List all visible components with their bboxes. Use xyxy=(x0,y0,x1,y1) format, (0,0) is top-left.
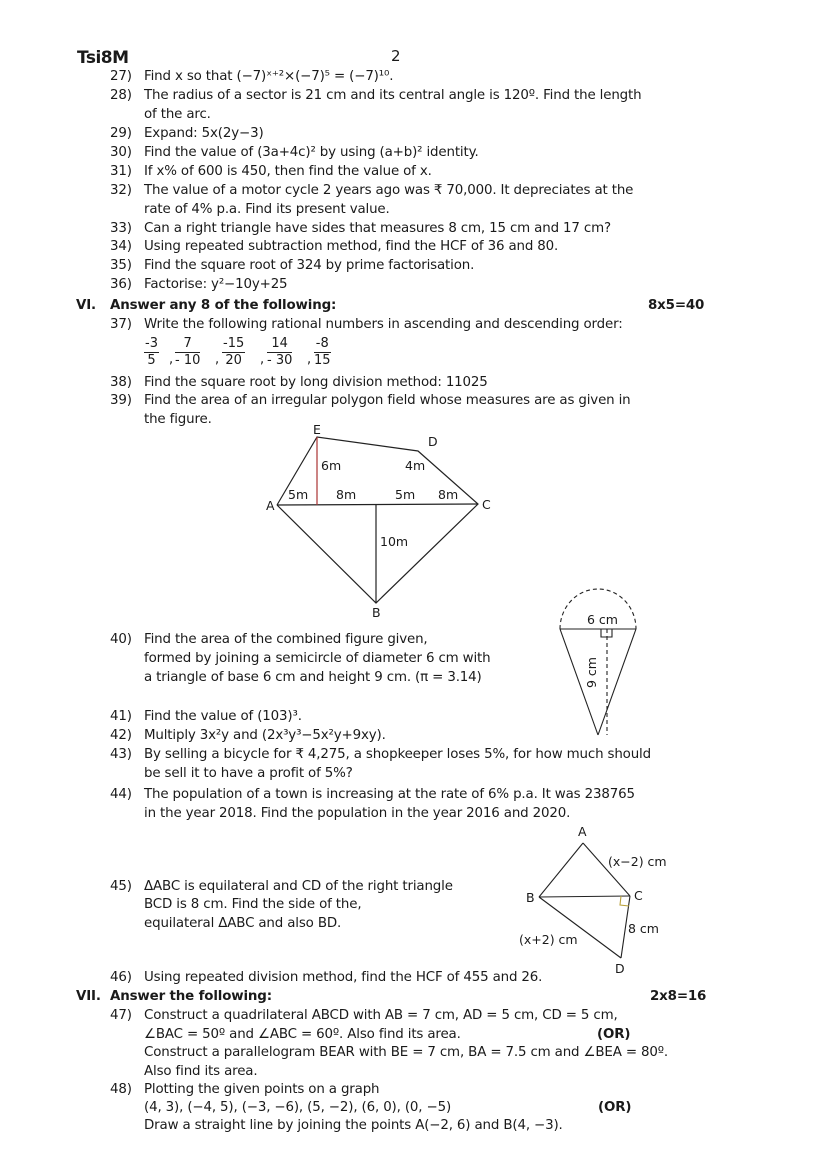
base-label: 6 cm xyxy=(587,612,618,627)
question-text: The radius of a sector is 21 cm and its central angle is 120º. Find the length xyxy=(144,88,642,103)
paper-code: Tsi8M xyxy=(77,48,129,68)
label-8m: 8m xyxy=(336,487,357,502)
comma: , xyxy=(307,352,312,367)
question-number: 48) xyxy=(110,1082,132,1097)
question-number: 47) xyxy=(110,1008,132,1023)
question-text: Plotting the given points on a graph xyxy=(144,1082,380,1097)
question-text: Find x so that (−7)ˣ⁺²×(−7)⁵ = (−7)¹⁰. xyxy=(144,69,394,84)
section-title: Answer the following: xyxy=(110,989,272,1004)
right-angle-mark xyxy=(620,896,629,906)
question-text: be sell it to have a profit of 5%? xyxy=(144,766,353,781)
numerator: -15 xyxy=(223,336,245,351)
question-number: 44) xyxy=(110,787,132,802)
question-text: in the year 2018. Find the population in the year 2016 and 2020. xyxy=(144,806,571,821)
question-number: 37) xyxy=(110,317,132,332)
question-number: 28) xyxy=(110,88,132,103)
question-text: equilateral ΔABC and also BD. xyxy=(144,916,342,931)
point-b: B xyxy=(372,605,381,620)
question-text: Multiply 3x²y and (2x³y³−5x²y+9xy). xyxy=(144,728,386,743)
question-text: Construct a parallelogram BEAR with BE = 7 cm, BA = 7.5 cm and ∠BEA = 80º. xyxy=(144,1045,669,1060)
height-label: 9 cm xyxy=(584,657,599,688)
label-cd: 8 cm xyxy=(628,921,659,936)
denominator: 20 xyxy=(225,353,242,368)
numerator: 7 xyxy=(175,336,200,353)
question-text: ΔABC is equilateral and CD of the right triangle xyxy=(144,879,453,894)
question-text: Using repeated division method, find the HCF of 455 and 26. xyxy=(144,970,543,985)
point-d: D xyxy=(615,961,625,976)
question-number: 33) xyxy=(110,221,132,236)
polygon-outline xyxy=(277,437,478,603)
question-number: 31) xyxy=(110,164,132,179)
question-number: 39) xyxy=(110,393,132,408)
question-text: Construct a quadrilateral ABCD with AB = 7 cm, AD = 5 cm, CD = 5 cm, xyxy=(144,1008,618,1023)
question-text: the figure. xyxy=(144,412,212,427)
question-text: The value of a motor cycle 2 years ago was ₹ 70,000. It depreciates at the xyxy=(144,183,634,198)
question-text: Factorise: y²−10y+25 xyxy=(144,277,288,292)
point-c: C xyxy=(482,497,491,512)
section-marks: 2x8=16 xyxy=(650,989,707,1004)
question-text: (4, 3), (−4, 5), (−3, −6), (5, −2), (6, 0), (0, −5) xyxy=(144,1100,452,1115)
question-text: Find the value of (3a+4c)² by using (a+b)² identity. xyxy=(144,145,479,160)
question-text: of the arc. xyxy=(144,107,211,122)
question-text: Find the area of an irregular polygon field whose measures are as given in xyxy=(144,393,631,408)
question-number: 27) xyxy=(110,69,132,84)
question-number: 34) xyxy=(110,239,132,254)
question-text: Expand: 5x(2y−3) xyxy=(144,126,264,141)
label-bd: (x+2) cm xyxy=(519,932,578,947)
question-text: Find the square root of 324 by prime factorisation. xyxy=(144,258,475,273)
section-title: Answer any 8 of the following: xyxy=(110,298,337,313)
point-b: B xyxy=(526,890,535,905)
point-e: E xyxy=(313,422,321,437)
question-number: 35) xyxy=(110,258,132,273)
point-a: A xyxy=(266,498,275,513)
question-text: If x% of 600 is 450, then find the value of x. xyxy=(144,164,432,179)
label-10m: 10m xyxy=(380,534,409,549)
question-text: Draw a straight line by joining the points A(−2, 6) and B(4, −3). xyxy=(144,1118,563,1133)
question-number: 32) xyxy=(110,183,132,198)
label-5m: 5m xyxy=(288,487,309,502)
point-d: D xyxy=(428,434,438,449)
triangle-side xyxy=(598,629,636,735)
diagonal-ac xyxy=(277,504,478,505)
point-a: A xyxy=(578,824,587,839)
question-text: rate of 4% p.a. Find its present value. xyxy=(144,202,390,217)
label-4m: 4m xyxy=(405,458,426,473)
question-text: Also find its area. xyxy=(144,1064,258,1079)
question-number: 45) xyxy=(110,879,132,894)
numerator: -3 xyxy=(145,336,158,351)
denominator: - 30 xyxy=(267,353,293,368)
label-5m: 5m xyxy=(395,487,416,502)
question-text: formed by joining a semicircle of diameter 6 cm with xyxy=(144,651,491,666)
question-number: 41) xyxy=(110,709,132,724)
numerator: 14 xyxy=(267,336,292,353)
question-number: 42) xyxy=(110,728,132,743)
section-roman: VI. xyxy=(76,298,96,313)
question-text: Find the square root by long division method: 11025 xyxy=(144,375,488,390)
label-ac: (x−2) cm xyxy=(608,854,667,869)
question-text: BCD is 8 cm. Find the side of the, xyxy=(144,897,362,912)
question-number: 38) xyxy=(110,375,132,390)
question-number: 43) xyxy=(110,747,132,762)
section-roman: VII. xyxy=(76,989,101,1004)
question-number: 46) xyxy=(110,970,132,985)
numerator: -8 xyxy=(315,336,329,351)
question-number: 40) xyxy=(110,632,132,647)
polygon-labels xyxy=(266,422,491,620)
question-text: Using repeated subtraction method, find the HCF of 36 and 80. xyxy=(144,239,559,254)
question-number: 30) xyxy=(110,145,132,160)
question-text: a triangle of base 6 cm and height 9 cm. (π = 3.14) xyxy=(144,670,482,685)
question-text: The population of a town is increasing at the rate of 6% p.a. It was 238765 xyxy=(144,787,635,802)
or-label: (OR) xyxy=(597,1027,631,1042)
page-number: 2 xyxy=(391,47,401,65)
polygon-figure xyxy=(277,437,478,603)
question-text: Write the following rational numbers in ascending and descending order: xyxy=(144,317,623,332)
denominator: 15 xyxy=(314,353,331,368)
or-label: (OR) xyxy=(598,1100,632,1115)
denominator: - 10 xyxy=(175,353,201,368)
denominator: 5 xyxy=(147,353,156,368)
question-text: Find the value of (103)³. xyxy=(144,709,302,724)
section-marks: 8x5=40 xyxy=(648,298,705,313)
question-text: By selling a bicycle for ₹ 4,275, a shopkeeper loses 5%, for how much should xyxy=(144,747,651,762)
comma: , xyxy=(169,352,174,367)
question-text: ∠BAC = 50º and ∠ABC = 60º. Also find its area. xyxy=(144,1027,461,1042)
question-text: Can a right triangle have sides that measures 8 cm, 15 cm and 17 cm? xyxy=(144,221,611,236)
comma: , xyxy=(215,352,220,367)
point-c: C xyxy=(634,888,643,903)
question-number: 36) xyxy=(110,277,132,292)
question-text: Find the area of the combined figure given, xyxy=(144,632,428,647)
label-8m: 8m xyxy=(438,487,459,502)
label-6m: 6m xyxy=(321,458,342,473)
comma: , xyxy=(260,352,265,367)
question-number: 29) xyxy=(110,126,132,141)
